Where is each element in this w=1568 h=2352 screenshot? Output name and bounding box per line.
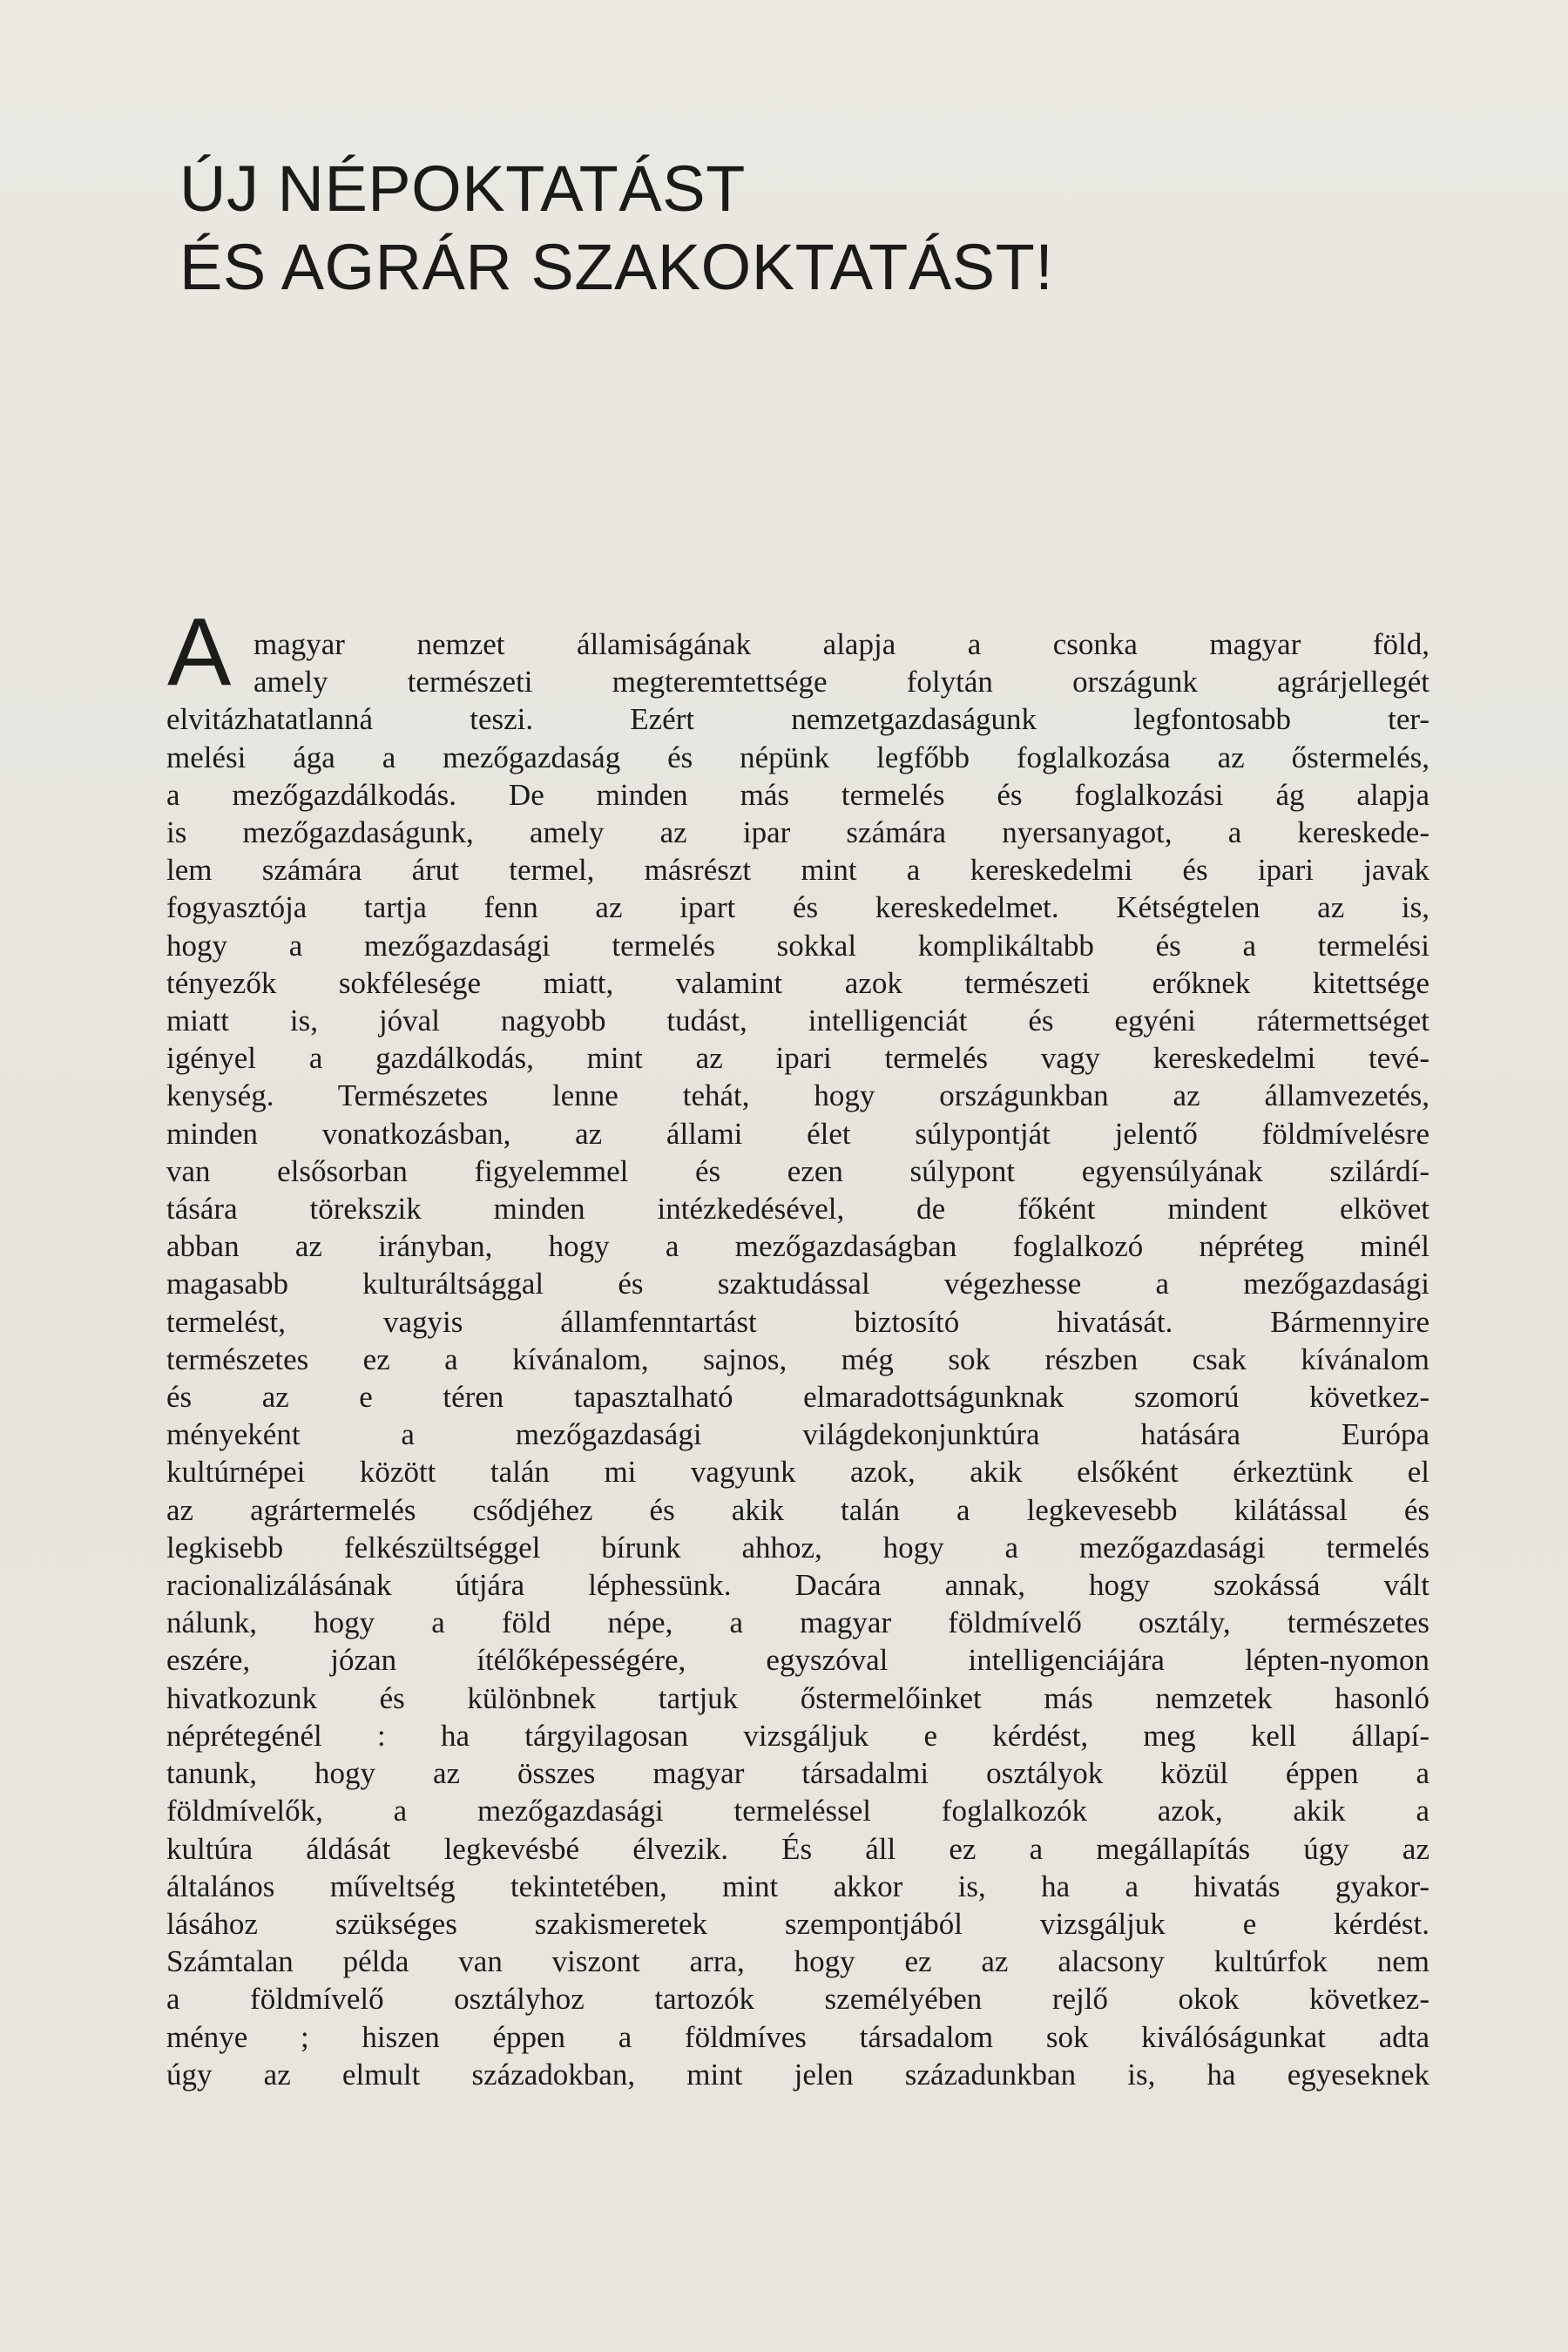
text-line: földmívelők, a mezőgazdasági termeléssel foglalkozók azok, akik a — [166, 1794, 1429, 1828]
text-line: igényel a gazdálkodás, mint az ipari termelés vagy kereskedelmi tevé- — [166, 1041, 1429, 1076]
text-line: miatt is, jóval nagyobb tudást, intelligenciát és egyéni rátermettséget — [166, 1004, 1429, 1038]
text-line: van elsősorban figyelemmel és ezen súlypont egyensúlyának szilárdí- — [166, 1153, 1429, 1188]
text-line: ménye ; hiszen éppen a földmíves társadalom sok kiválóságunkat adta — [166, 2019, 1429, 2054]
text-line: abban az irányban, hogy a mezőgazdaságban foglalkozó népréteg minél — [166, 1229, 1429, 1264]
text-line: a földmívelő osztályhoz tartozók személyében rejlő okok következ- — [166, 1982, 1429, 2017]
text-line: amely természeti megteremtettsége folytán országunk agrárjellegét — [253, 665, 1429, 700]
text-line: kenység. Természetes lenne tehát, hogy országunkban az államvezetés, — [166, 1078, 1429, 1113]
text-line: a mezőgazdálkodás. De minden más termelés és foglalkozási ág alapja — [166, 777, 1429, 812]
text-line: lem számára árut termel, másrészt mint a kereskedelmi és ipari javak — [166, 853, 1429, 888]
text-line: Számtalan példa van viszont arra, hogy ez az alacsony kultúrfok nem — [166, 1944, 1429, 1979]
article-title — [179, 150, 1053, 307]
text-line: tására törekszik minden intézkedésével, de főként mindent elkövet — [166, 1192, 1429, 1227]
title-line-2: ÉS AGRÁR SZAKOKTATÁST! — [179, 231, 1054, 303]
text-line: és az e téren tapasztalható elmaradottságunknak szomorú következ- — [166, 1380, 1429, 1415]
text-line: természetes ez a kívánalom, sajnos, még sok részben csak kívánalom — [166, 1342, 1429, 1376]
text-line: az agrártermelés csődjéhez és akik talán a legkevesebb kilátással és — [166, 1492, 1429, 1527]
article-body — [166, 625, 1429, 2093]
text-line: hogy a mezőgazdasági termelés sokkal komplikáltabb és a termelési — [166, 928, 1429, 963]
text-line: tanunk, hogy az összes magyar társadalmi osztályok közül éppen a — [166, 1756, 1429, 1791]
text-line: magyar nemzet államiságának alapja a csonka magyar föld, — [253, 627, 1429, 661]
text-line: legkisebb felkészültséggel bírunk ahhoz, hogy a mezőgazdasági termelés — [166, 1530, 1429, 1565]
text-line: minden vonatkozásban, az állami élet súlypontját jelentő földmívelésre — [166, 1116, 1429, 1151]
text-line: eszére, józan ítélőképességére, egyszóval intelligenciájára lépten-nyomon — [166, 1643, 1429, 1678]
text-line: elvitázhatatlanná teszi. Ezért nemzetgazdaságunk legfontosabb ter- — [166, 702, 1429, 737]
text-line: kultúrnépei között talán mi vagyunk azok, akik elsőként érkeztünk el — [166, 1455, 1429, 1490]
text-line: racionalizálásának útjára léphessünk. Dacára annak, hogy szokássá vált — [166, 1568, 1429, 1603]
text-line: néprétegénél : ha tárgyilagosan vizsgáljuk e kérdést, meg kell állapí- — [166, 1718, 1429, 1753]
text-line: is mezőgazdaságunk, amely az ipar számára nyersanyagot, a kereskede- — [166, 815, 1429, 850]
text-line: melési ága a mezőgazdaság és népünk legfőbb foglalkozása az őstermelés, — [166, 740, 1429, 774]
text-line: tényezők sokfélesége miatt, valamint azok természeti erőknek kitettsége — [166, 965, 1429, 1000]
text-line: általános műveltség tekintetében, mint akkor is, ha a hivatás gyakor- — [166, 1869, 1429, 1903]
text-line: lásához szükséges szakismeretek szempontjából vizsgáljuk e kérdést. — [166, 1906, 1429, 1941]
text-line: fogyasztója tartja fenn az ipart és kereskedelmet. Kétségtelen az is, — [166, 890, 1429, 925]
text-line: magasabb kulturáltsággal és szaktudással végezhesse a mezőgazdasági — [166, 1267, 1429, 1301]
text-line: hivatkozunk és különbnek tartjuk őstermelőinket más nemzetek hasonló — [166, 1680, 1429, 1715]
text-line: termelést, vagyis államfenntartást biztosító hivatását. Bármennyire — [166, 1304, 1429, 1339]
title-line-1: ÚJ NÉPOKTATÁST — [179, 152, 746, 225]
text-line: nálunk, hogy a föld népe, a magyar földmívelő osztály, természetes — [166, 1605, 1429, 1640]
drop-cap: A — [167, 598, 232, 706]
text-line: úgy az elmult századokban, mint jelen századunkban is, ha egyeseknek — [166, 2057, 1429, 2092]
text-line: kultúra áldását legkevésbé élvezik. És áll ez a megállapítás úgy az — [166, 1831, 1429, 1866]
text-line: ményeként a mezőgazdasági világdekonjunktúra hatására Európa — [166, 1417, 1429, 1452]
